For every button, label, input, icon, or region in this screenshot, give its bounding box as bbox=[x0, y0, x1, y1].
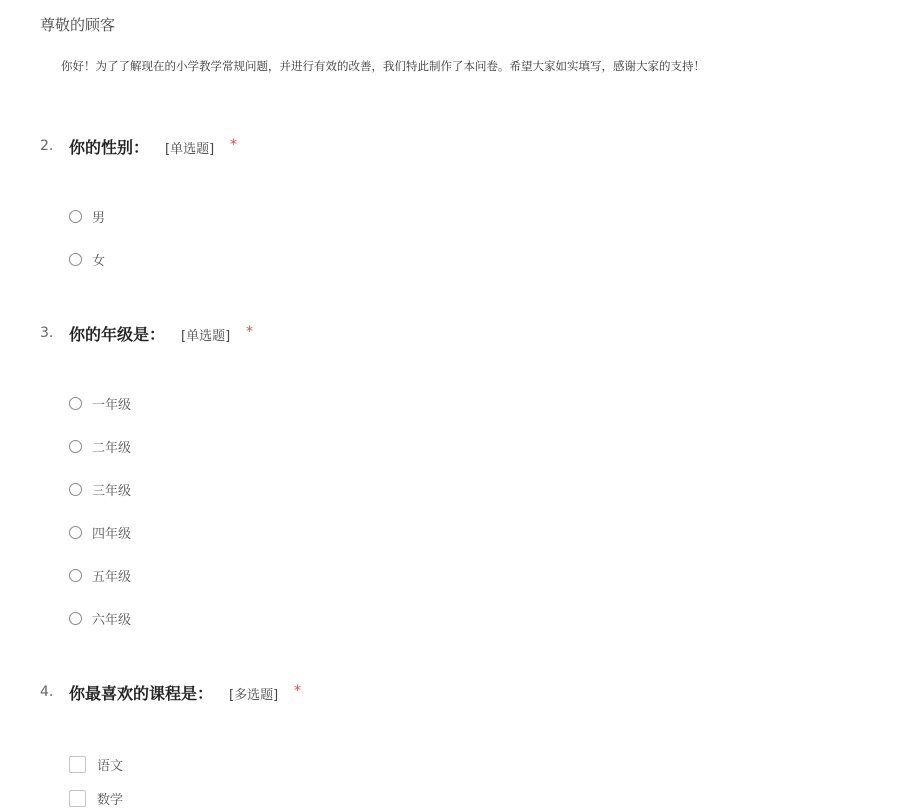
option-label: 五年级 bbox=[92, 569, 132, 585]
option-label: 二年级 bbox=[92, 440, 132, 456]
question-number: 3. bbox=[40, 325, 54, 341]
question-title: 你的性别： bbox=[69, 138, 150, 157]
option-label: 一年级 bbox=[92, 397, 132, 413]
option-label: 三年级 bbox=[92, 483, 132, 499]
option-chinese[interactable] bbox=[69, 754, 123, 774]
radio-button[interactable] bbox=[69, 210, 82, 223]
option-label: 六年级 bbox=[92, 612, 132, 628]
question-title: 你最喜欢的课程是： bbox=[69, 684, 214, 703]
option-male[interactable] bbox=[69, 206, 105, 226]
option-label: 女 bbox=[92, 253, 106, 269]
option-label: 数学 bbox=[97, 792, 124, 808]
option-grade-2[interactable] bbox=[69, 436, 131, 456]
question-type: [多选题] bbox=[229, 688, 279, 703]
question-type: [单选题] bbox=[165, 142, 215, 157]
option-grade-3[interactable] bbox=[69, 479, 131, 499]
radio-button[interactable] bbox=[69, 440, 82, 453]
option-grade-4[interactable] bbox=[69, 522, 131, 542]
radio-button[interactable] bbox=[69, 397, 82, 410]
option-math[interactable] bbox=[69, 788, 123, 808]
question-title: 你的年级是： bbox=[69, 325, 166, 344]
radio-button[interactable] bbox=[69, 612, 82, 625]
option-label: 语文 bbox=[97, 758, 124, 774]
intro-text: 你好！为了了解现在的小学教学常规问题，并进行有效的改善，我们特此制作了本问卷。希望大家如实填写，感谢大家的支持！ bbox=[61, 59, 705, 73]
checkbox[interactable] bbox=[69, 790, 86, 807]
greeting-heading: 尊敬的顾客 bbox=[40, 16, 116, 34]
question-number: 2. bbox=[40, 138, 54, 154]
option-grade-5[interactable] bbox=[69, 565, 131, 585]
option-female[interactable] bbox=[69, 249, 105, 269]
option-grade-6[interactable] bbox=[69, 608, 131, 628]
checkbox[interactable] bbox=[69, 756, 86, 773]
required-marker: * bbox=[230, 137, 237, 153]
radio-button[interactable] bbox=[69, 569, 82, 582]
option-label: 四年级 bbox=[92, 526, 132, 542]
question-type: [单选题] bbox=[181, 329, 231, 344]
radio-button[interactable] bbox=[69, 526, 82, 539]
radio-button[interactable] bbox=[69, 253, 82, 266]
required-marker: * bbox=[294, 683, 301, 699]
radio-button[interactable] bbox=[69, 483, 82, 496]
option-label: 男 bbox=[92, 210, 106, 226]
question-number: 4. bbox=[40, 684, 54, 700]
required-marker: * bbox=[246, 324, 253, 340]
option-grade-1[interactable] bbox=[69, 393, 131, 413]
